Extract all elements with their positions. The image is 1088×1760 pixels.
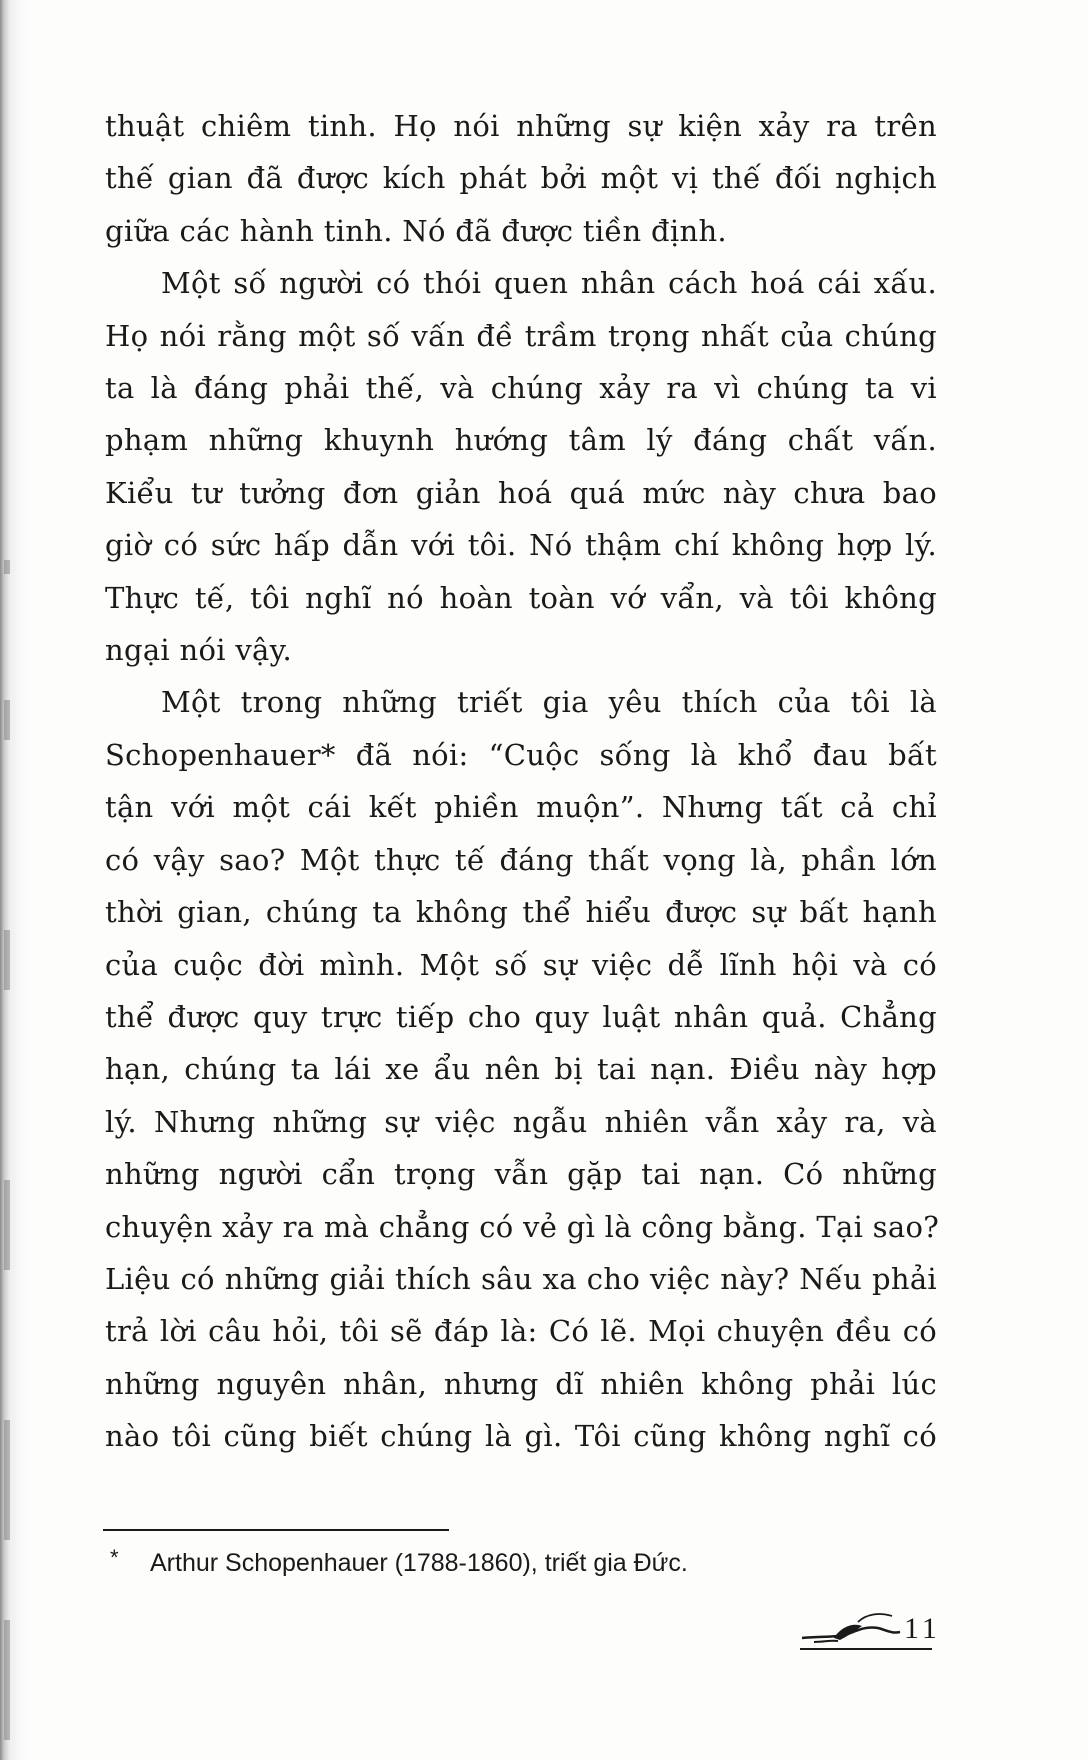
text-line: những người cẩn trọng vẫn gặp tai nạn. Có những xyxy=(105,1157,937,1192)
text-line: ngại nói vậy. xyxy=(105,633,292,668)
text-line: thế gian đã được kích phát bởi một vị thế đối nghịch xyxy=(105,161,937,196)
body-text xyxy=(105,100,940,1463)
text-line: Một trong những triết gia yêu thích của tôi là xyxy=(161,685,937,720)
scan-speck xyxy=(4,1420,10,1540)
footnote-marker: * xyxy=(110,1545,119,1570)
text-line: hạn, chúng ta lái xe ẩu nên bị tai nạn. Điều này hợp xyxy=(105,1052,937,1087)
scan-speck xyxy=(4,560,10,574)
text-line: thuật chiêm tinh. Họ nói những sự kiện xảy ra trên xyxy=(105,109,937,143)
text-line: nào tôi cũng biết chúng là gì. Tôi cũng không nghĩ có xyxy=(105,1419,937,1454)
scan-speck xyxy=(4,930,10,990)
text-line: Liệu có những giải thích sâu xa cho việc này? Nếu phải xyxy=(105,1261,937,1296)
footnote xyxy=(110,1545,688,1578)
scan-speck xyxy=(4,1620,10,1740)
text-line: tận với một cái kết phiền muộn”. Nhưng tất cả chỉ xyxy=(105,790,937,825)
text-line: những nguyên nhân, nhưng dĩ nhiên không phải lúc xyxy=(105,1366,937,1401)
text-line: giờ có sức hấp dẫn với tôi. Nó thậm chí không hợp lý. xyxy=(105,528,937,563)
text-line: chuyện xảy ra mà chẳng có vẻ gì là công bằng. Tại sao? xyxy=(105,1209,940,1244)
flourish-ornament-icon xyxy=(800,1608,904,1648)
text-line: Schopenhauer* đã nói: “Cuộc sống là khổ đau bất xyxy=(105,737,937,772)
text-line: Thực tế, tôi nghĩ nó hoàn toàn vớ vẩn, và tôi không xyxy=(105,580,937,615)
text-line: Kiểu tư tưởng đơn giản hoá quá mức này chưa bao xyxy=(105,475,937,510)
text-line: Họ nói rằng một số vấn đề trầm trọng nhất của chúng xyxy=(105,318,937,353)
scan-speck xyxy=(4,1180,10,1270)
footnote-divider xyxy=(103,1529,449,1531)
text-line: có vậy sao? Một thực tế đáng thất vọng là, phần lớn xyxy=(105,842,937,877)
text-line: của cuộc đời mình. Một số sự việc dễ lĩnh hội và có xyxy=(105,947,937,982)
text-line: phạm những khuynh hướng tâm lý đáng chất vấn. xyxy=(105,423,937,458)
text-line: trả lời câu hỏi, tôi sẽ đáp là: Có lẽ. Mọi chuyện đều có xyxy=(105,1314,937,1349)
text-line: thể được quy trực tiếp cho quy luật nhân quả. Chẳng xyxy=(105,999,937,1034)
scan-speck xyxy=(4,700,10,740)
text-line: giữa các hành tinh. Nó đã được tiền định. xyxy=(105,213,727,248)
page-number: 11 xyxy=(904,1612,941,1645)
footnote-text: Arthur Schopenhauer (1788-1860), triết gia Đức. xyxy=(150,1549,688,1577)
text-line: thời gian, chúng ta không thể hiểu được sự bất hạnh xyxy=(105,895,937,930)
text-line: ta là đáng phải thế, và chúng xảy ra vì chúng ta vi xyxy=(105,371,937,406)
page-number-underline xyxy=(800,1648,932,1650)
text-line: Một số người có thói quen nhân cách hoá cái xấu. xyxy=(161,266,937,301)
text-line: lý. Nhưng những sự việc ngẫu nhiên vẫn xảy ra, và xyxy=(105,1104,937,1139)
